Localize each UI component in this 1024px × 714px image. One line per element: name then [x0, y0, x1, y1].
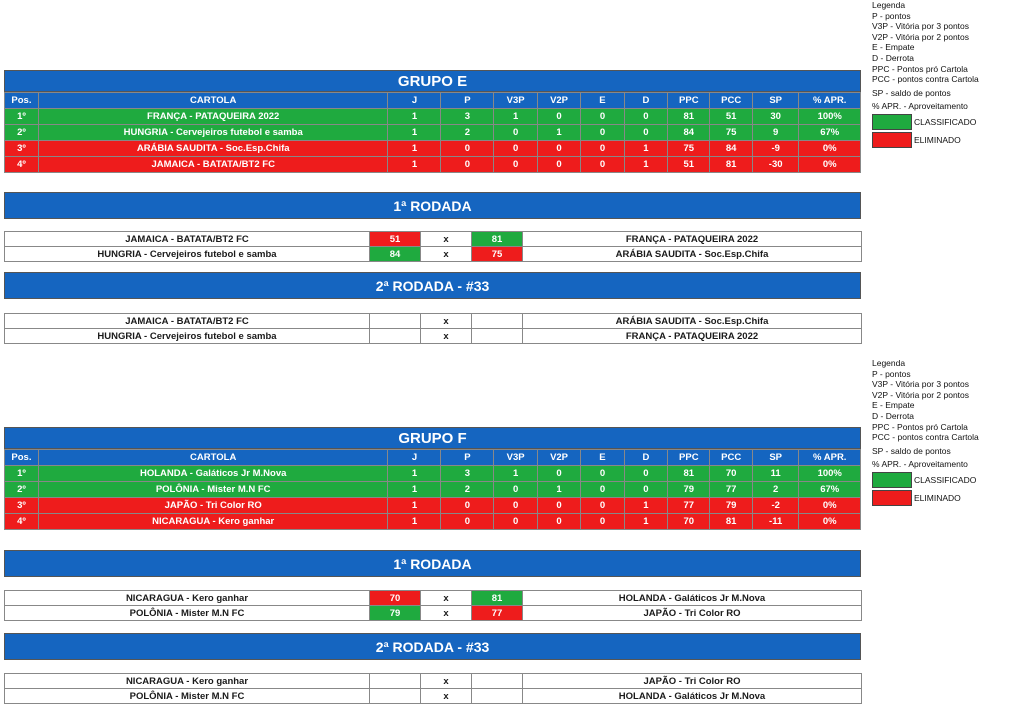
home-team: NICARAGUA - Kero ganhar [5, 591, 370, 606]
stat-cell: 1 [388, 109, 441, 125]
stat-cell: 81 [668, 466, 710, 482]
home-score: 51 [370, 232, 421, 247]
stat-cell: 1 [624, 157, 667, 173]
round-title: 1ª RODADA [4, 192, 861, 219]
stat-cell: 75 [710, 125, 752, 141]
group-f-standings [4, 427, 861, 530]
versus: x [421, 689, 472, 704]
stat-cell: 3 [441, 466, 494, 482]
team-name: NICARAGUA - Kero ganhar [38, 514, 388, 530]
legend-title: Legenda [872, 0, 906, 10]
stat-cell: 0% [799, 141, 861, 157]
away-team: HOLANDA - Galáticos Jr M.Nova [523, 689, 862, 704]
stat-cell: 4º [5, 157, 39, 173]
legend-panel [872, 0, 1024, 148]
column-header: P [441, 93, 494, 109]
legend-eliminated [872, 132, 1024, 148]
group-f-round-2 [4, 673, 861, 704]
home-team: POLÔNIA - Mister M.N FC [5, 689, 370, 704]
stat-cell: 1 [388, 157, 441, 173]
team-name: HOLANDA - Galáticos Jr M.Nova [38, 466, 388, 482]
legend-classified [872, 472, 1024, 488]
stat-cell: 0 [494, 141, 537, 157]
stat-cell: 67% [799, 125, 861, 141]
matches-table [4, 231, 862, 262]
round-1-banner-e [4, 192, 861, 219]
stat-cell: 0 [494, 498, 537, 514]
away-score: 81 [472, 232, 523, 247]
legend-title: Legenda [872, 358, 906, 368]
matches-table [4, 313, 862, 344]
classified-label: CLASSIFICADO [914, 474, 977, 485]
stat-cell: 79 [668, 482, 710, 498]
round-title: 1ª RODADA [4, 550, 861, 577]
stat-cell: 0 [537, 141, 580, 157]
column-header: CARTOLA [38, 450, 388, 466]
eliminated-label: ELIMINADO [914, 134, 961, 145]
stat-cell: 70 [710, 466, 752, 482]
column-header: V2P [537, 93, 580, 109]
stat-cell: 84 [710, 141, 752, 157]
group-e-standings [4, 70, 861, 173]
legend-item: % APR. - Aproveitamento [872, 101, 968, 112]
stat-cell: -30 [752, 157, 799, 173]
stat-cell: 51 [668, 157, 710, 173]
round-title: 2ª RODADA - #33 [4, 272, 861, 299]
stat-cell: 0 [494, 157, 537, 173]
away-score: 77 [472, 606, 523, 621]
stat-cell: 1 [624, 514, 667, 530]
stat-cell: 1º [5, 109, 39, 125]
legend-item: V2P - Vitória por 2 pontos [872, 389, 970, 400]
home-team: JAMAICA - BATATA/BT2 FC [5, 232, 370, 247]
stat-cell: 0 [581, 498, 624, 514]
home-team: HUNGRIA - Cervejeiros futebol e samba [5, 247, 370, 262]
stat-cell: 1º [5, 466, 39, 482]
column-header: Pos. [5, 93, 39, 109]
stat-cell: 0 [441, 141, 494, 157]
column-header: PCC [710, 93, 752, 109]
home-score: 84 [370, 247, 421, 262]
versus: x [421, 314, 472, 329]
column-header: J [388, 93, 441, 109]
column-header: PPC [668, 450, 710, 466]
stat-cell: 81 [710, 157, 752, 173]
classified-swatch [872, 472, 912, 488]
group-title: GRUPO E [4, 70, 861, 92]
column-header: E [581, 93, 624, 109]
home-team: POLÔNIA - Mister M.N FC [5, 606, 370, 621]
stat-cell: 0 [581, 514, 624, 530]
stat-cell: 0 [624, 109, 667, 125]
legend-item: SP - saldo de pontos [872, 87, 951, 98]
stat-cell: 1 [494, 466, 537, 482]
stat-cell: 1 [537, 125, 580, 141]
away-team: HOLANDA - Galáticos Jr M.Nova [523, 591, 862, 606]
stat-cell: 1 [388, 498, 441, 514]
column-header: CARTOLA [38, 93, 388, 109]
stat-cell: 11 [752, 466, 799, 482]
legend-item: SP - saldo de pontos [872, 445, 951, 456]
stat-cell: 79 [710, 498, 752, 514]
legend-item: D - Derrota [872, 410, 915, 421]
legend-panel [872, 358, 1024, 506]
home-score: 79 [370, 606, 421, 621]
group-title: GRUPO F [4, 427, 861, 449]
stat-cell: 0 [441, 498, 494, 514]
stat-cell: 1 [388, 125, 441, 141]
stat-cell: 0 [537, 514, 580, 530]
round-2-banner-e [4, 272, 861, 299]
stat-cell: 0 [581, 125, 624, 141]
away-score [472, 674, 523, 689]
legend-item: D - Derrota [872, 52, 915, 63]
stat-cell: 9 [752, 125, 799, 141]
stat-cell: 1 [624, 141, 667, 157]
versus: x [421, 606, 472, 621]
stat-cell: 51 [710, 109, 752, 125]
home-score [370, 314, 421, 329]
stat-cell: 1 [388, 466, 441, 482]
home-team: HUNGRIA - Cervejeiros futebol e samba [5, 329, 370, 344]
stat-cell: 0 [581, 109, 624, 125]
legend-item: % APR. - Aproveitamento [872, 459, 968, 470]
round-2-banner-f [4, 633, 861, 660]
eliminated-swatch [872, 132, 912, 148]
stat-cell: 81 [710, 514, 752, 530]
column-header: P [441, 450, 494, 466]
stat-cell: -2 [752, 498, 799, 514]
matches-table [4, 673, 862, 704]
away-team: FRANÇA - PATAQUEIRA 2022 [523, 232, 862, 247]
column-header: % APR. [799, 450, 861, 466]
stat-cell: 0 [581, 157, 624, 173]
group-e-round-2 [4, 313, 861, 344]
team-name: FRANÇA - PATAQUEIRA 2022 [38, 109, 388, 125]
stat-cell: 30 [752, 109, 799, 125]
column-header: PCC [710, 450, 752, 466]
stat-cell: 0% [799, 514, 861, 530]
eliminated-swatch [872, 490, 912, 506]
column-header: V3P [494, 93, 537, 109]
stat-cell: 0 [624, 466, 667, 482]
team-name: POLÔNIA - Mister M.N FC [38, 482, 388, 498]
match-row [5, 329, 862, 344]
stat-cell: 0% [799, 157, 861, 173]
legend-item: PPC - Pontos pró Cartola [872, 421, 968, 432]
away-team: JAPÃO - Tri Color RO [523, 674, 862, 689]
legend-item: PCC - pontos contra Cartola [872, 432, 979, 443]
stat-cell: 100% [799, 466, 861, 482]
legend-classified [872, 114, 1024, 130]
column-header: SP [752, 450, 799, 466]
match-row [5, 606, 862, 621]
matches-table [4, 590, 862, 621]
team-name: JAPÃO - Tri Color RO [38, 498, 388, 514]
home-score [370, 329, 421, 344]
classified-label: CLASSIFICADO [914, 116, 977, 127]
column-header: D [624, 450, 667, 466]
stat-cell: 0 [537, 109, 580, 125]
column-header: SP [752, 93, 799, 109]
stat-cell: 84 [668, 125, 710, 141]
stat-cell: 0 [537, 466, 580, 482]
standings-table [4, 92, 861, 173]
versus: x [421, 232, 472, 247]
stat-cell: 100% [799, 109, 861, 125]
round-1-banner-f [4, 550, 861, 577]
column-header: V2P [537, 450, 580, 466]
team-name: HUNGRIA - Cervejeiros futebol e samba [38, 125, 388, 141]
away-score [472, 329, 523, 344]
stat-cell: 0 [537, 157, 580, 173]
column-header: J [388, 450, 441, 466]
stat-cell: 77 [668, 498, 710, 514]
home-score [370, 674, 421, 689]
standings-table [4, 449, 861, 530]
stat-cell: 2 [441, 482, 494, 498]
match-row [5, 591, 862, 606]
legend-item: V2P - Vitória por 2 pontos [872, 31, 970, 42]
home-score: 70 [370, 591, 421, 606]
home-team: JAMAICA - BATATA/BT2 FC [5, 314, 370, 329]
stat-cell: 4º [5, 514, 39, 530]
legend-item: V3P - Vitória por 3 pontos [872, 379, 970, 390]
stat-cell: -11 [752, 514, 799, 530]
legend-item: E - Empate [872, 42, 915, 53]
match-row [5, 689, 862, 704]
standings-row [5, 498, 861, 514]
stat-cell: 2º [5, 125, 39, 141]
home-score [370, 689, 421, 704]
stat-cell: 0 [494, 482, 537, 498]
away-team: ARÁBIA SAUDITA - Soc.Esp.Chifa [523, 247, 862, 262]
legend-item: P - pontos [872, 368, 911, 379]
away-score [472, 689, 523, 704]
standings-row [5, 514, 861, 530]
column-header: E [581, 450, 624, 466]
away-score: 75 [472, 247, 523, 262]
column-header: V3P [494, 450, 537, 466]
versus: x [421, 591, 472, 606]
stat-cell: 81 [668, 109, 710, 125]
stat-cell: 0 [581, 466, 624, 482]
team-name: JAMAICA - BATATA/BT2 FC [38, 157, 388, 173]
standings-row [5, 157, 861, 173]
legend-item: E - Empate [872, 400, 915, 411]
classified-swatch [872, 114, 912, 130]
standings-row [5, 125, 861, 141]
round-title: 2ª RODADA - #33 [4, 633, 861, 660]
stat-cell: 0 [581, 141, 624, 157]
standings-row [5, 466, 861, 482]
stat-cell: 75 [668, 141, 710, 157]
stat-cell: 2 [752, 482, 799, 498]
stat-cell: 2º [5, 482, 39, 498]
home-team: NICARAGUA - Kero ganhar [5, 674, 370, 689]
column-header: D [624, 93, 667, 109]
group-e-round-1 [4, 231, 861, 262]
stat-cell: 0 [494, 514, 537, 530]
away-score: 81 [472, 591, 523, 606]
team-name: ARÁBIA SAUDITA - Soc.Esp.Chifa [38, 141, 388, 157]
group-f-round-1 [4, 590, 861, 621]
stat-cell: 67% [799, 482, 861, 498]
versus: x [421, 674, 472, 689]
standings-row [5, 482, 861, 498]
stat-cell: 1 [494, 109, 537, 125]
versus: x [421, 247, 472, 262]
away-team: JAPÃO - Tri Color RO [523, 606, 862, 621]
column-header: PPC [668, 93, 710, 109]
stat-cell: 0% [799, 498, 861, 514]
standings-row [5, 109, 861, 125]
away-team: FRANÇA - PATAQUEIRA 2022 [523, 329, 862, 344]
match-row [5, 674, 862, 689]
stat-cell: 1 [624, 498, 667, 514]
legend-item: P - pontos [872, 10, 911, 21]
match-row [5, 314, 862, 329]
legend-item: PCC - pontos contra Cartola [872, 74, 979, 85]
stat-cell: 0 [441, 514, 494, 530]
match-row [5, 247, 862, 262]
stat-cell: 3 [441, 109, 494, 125]
stat-cell: 0 [441, 157, 494, 173]
away-team: ARÁBIA SAUDITA - Soc.Esp.Chifa [523, 314, 862, 329]
stat-cell: 0 [537, 498, 580, 514]
eliminated-label: ELIMINADO [914, 492, 961, 503]
stat-cell: 0 [494, 125, 537, 141]
legend-item: V3P - Vitória por 3 pontos [872, 21, 970, 32]
stat-cell: 70 [668, 514, 710, 530]
stat-cell: 1 [388, 482, 441, 498]
versus: x [421, 329, 472, 344]
stat-cell: 1 [388, 141, 441, 157]
legend-eliminated [872, 490, 1024, 506]
stat-cell: -9 [752, 141, 799, 157]
standings-row [5, 141, 861, 157]
stat-cell: 1 [388, 514, 441, 530]
stat-cell: 77 [710, 482, 752, 498]
stat-cell: 2 [441, 125, 494, 141]
stat-cell: 0 [624, 482, 667, 498]
legend-item: PPC - Pontos pró Cartola [872, 63, 968, 74]
stat-cell: 0 [624, 125, 667, 141]
stat-cell: 3º [5, 141, 39, 157]
away-score [472, 314, 523, 329]
column-header: Pos. [5, 450, 39, 466]
stat-cell: 1 [537, 482, 580, 498]
stat-cell: 0 [581, 482, 624, 498]
column-header: % APR. [799, 93, 861, 109]
match-row [5, 232, 862, 247]
stat-cell: 3º [5, 498, 39, 514]
